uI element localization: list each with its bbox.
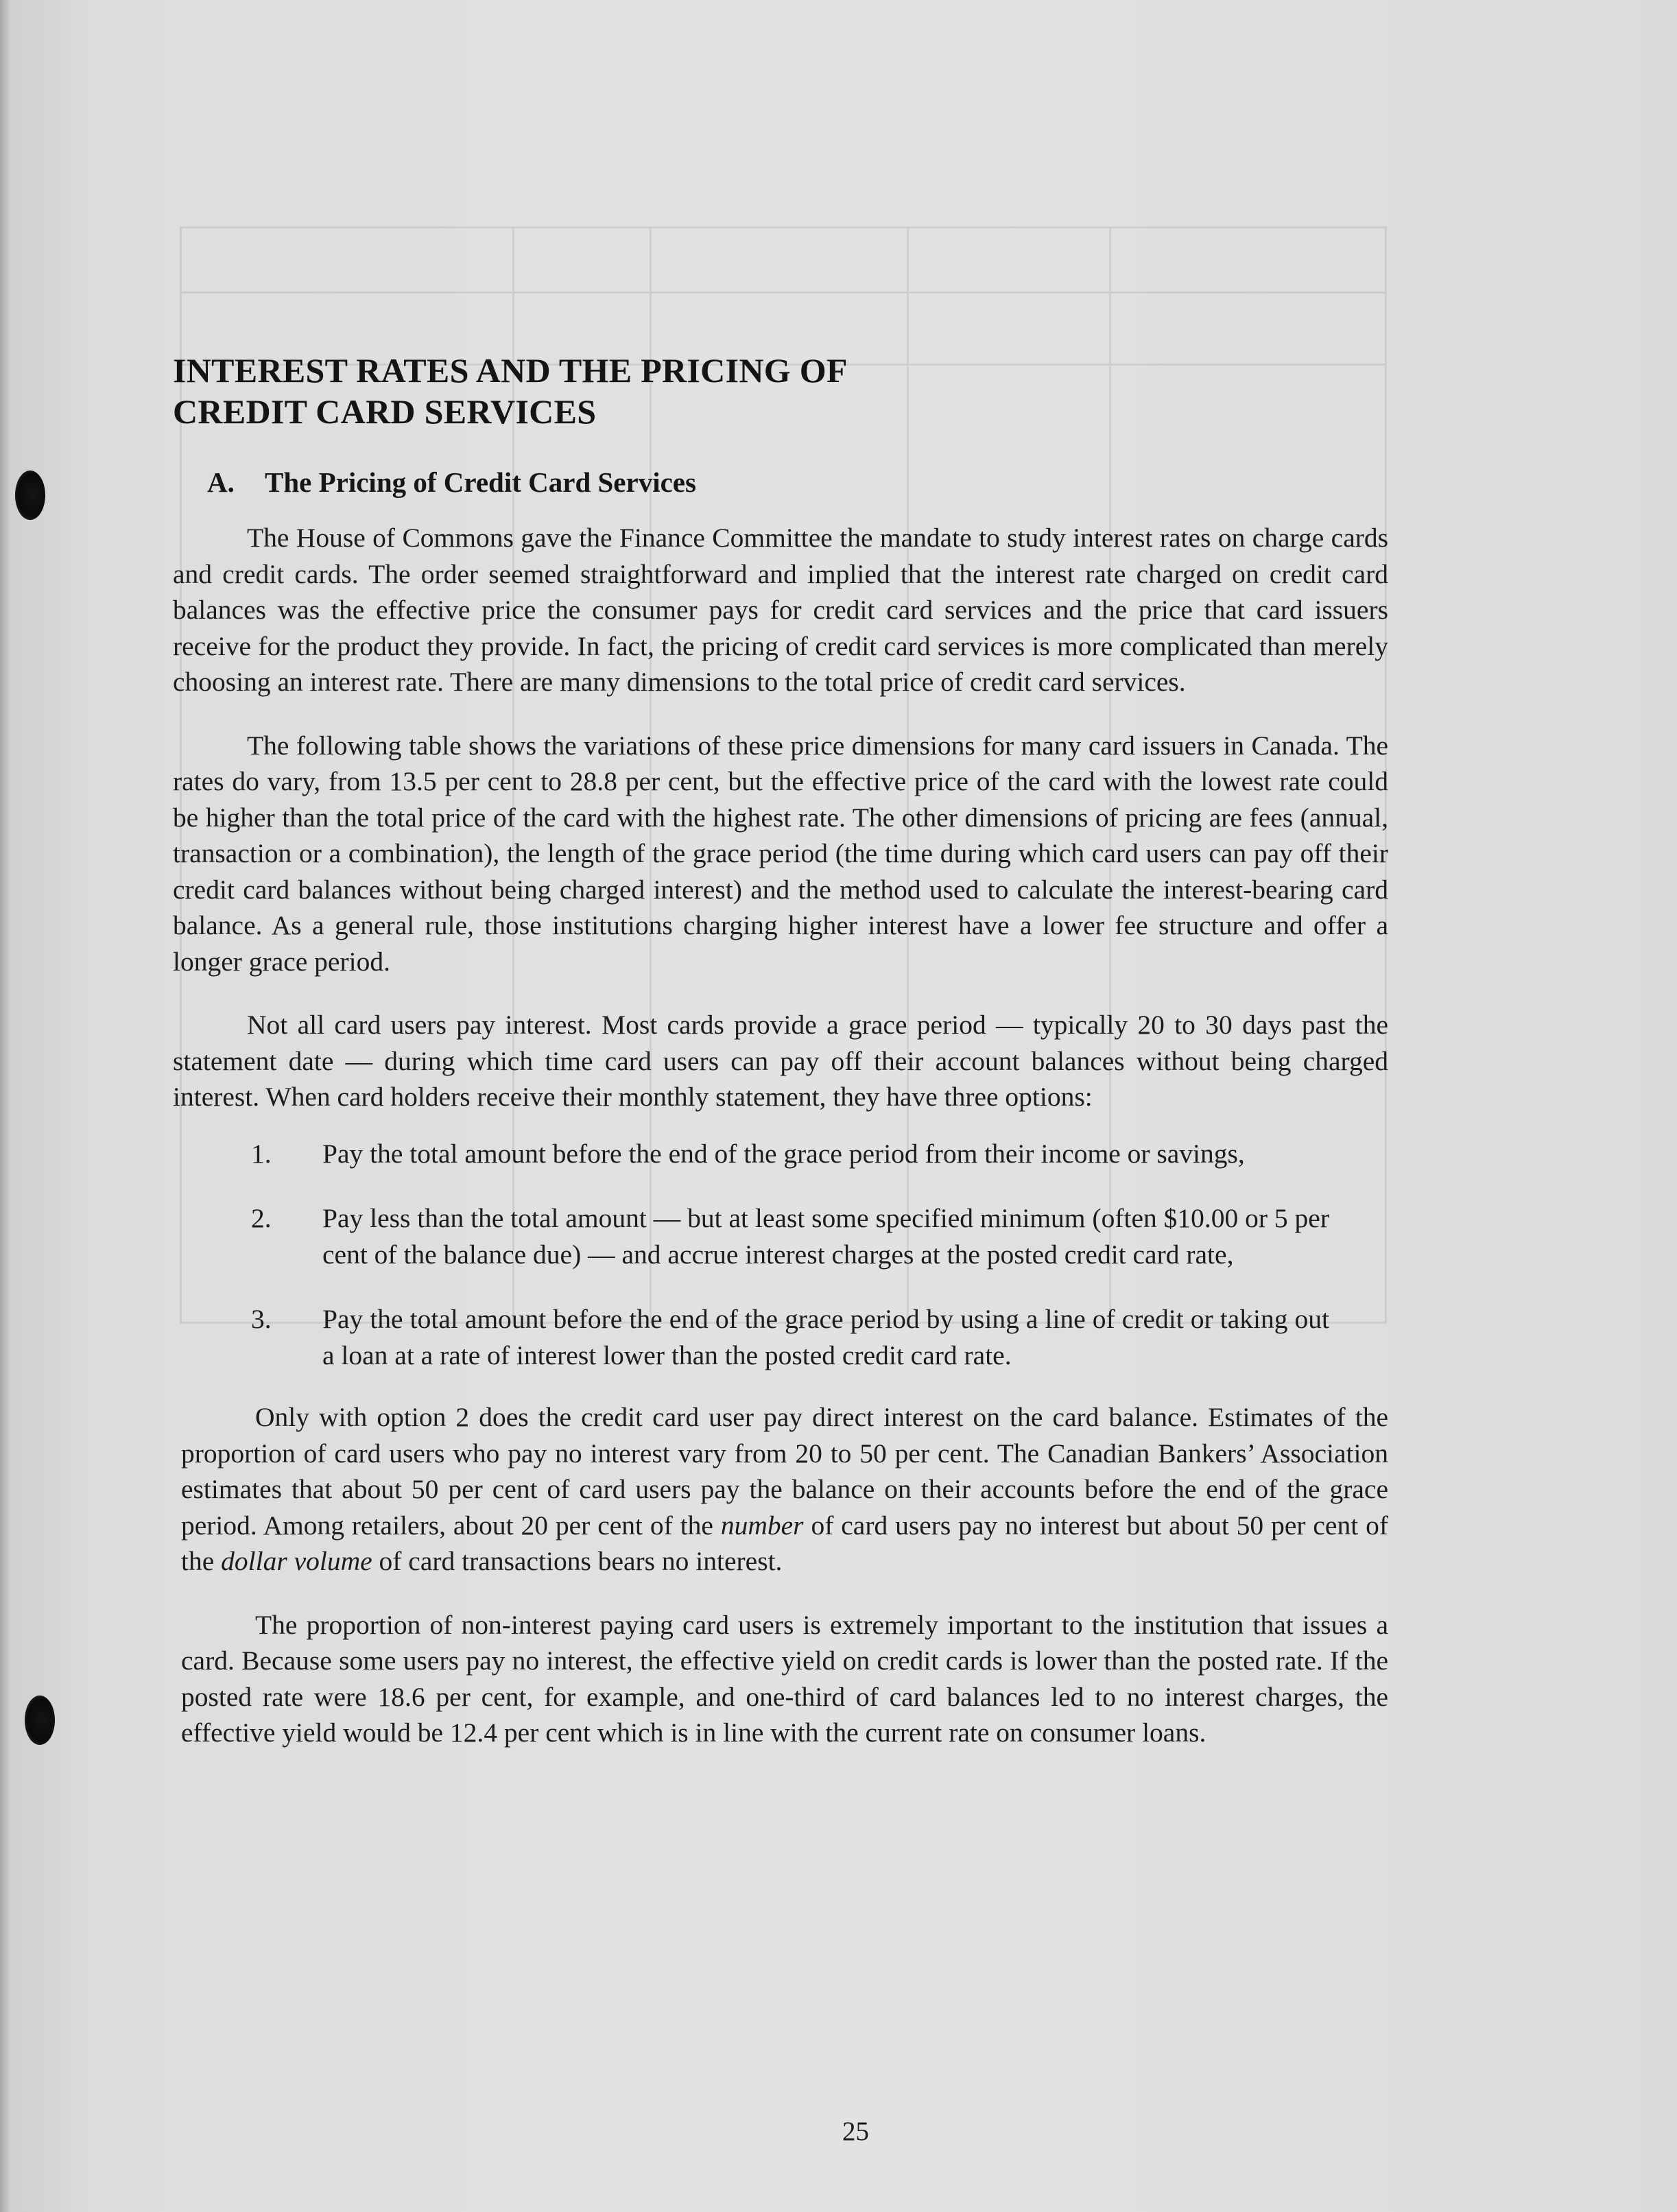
- binder-hole-bottom: [25, 1696, 55, 1745]
- payment-options-list: [173, 1136, 1388, 1374]
- option-number: 1.: [251, 1138, 272, 1169]
- paragraph-grace-period: Not all card users pay interest. Most cards provide a grace period — typically 20 to 30 days past the statement date — during which time card users can pay off their account balances without being charged interest. When card holders receive their monthly statement, they have three options:: [173, 1010, 1388, 1112]
- binder-hole-top: [15, 471, 45, 520]
- page-title: [173, 350, 1388, 432]
- option-number: 2.: [251, 1203, 272, 1233]
- paragraph-table-intro: The following table shows the variations of these price dimensions for many card issuers in Canada. The rates do vary, from 13.5 per cent to 28.8 per cent, but the effective price of the card with the lowest rate could be higher than the total price of the card with the highest rate. The other dimensions of pricing are fees (annual, transaction or a combination), the length of the grace period (the time during which card users can pay off their credit card balances without being charged interest) and the method used to calculate the interest-bearing card balance. As a general rule, those institutions charging higher interest have a lower fee structure and offer a longer grace period.: [173, 730, 1388, 977]
- option-text: Pay less than the total amount — but at least some specified minimum (often $10.00 or 5 per cent of the balance due) — and accrue interest charges at the posted credit card rate,: [322, 1203, 1329, 1270]
- payment-option-1: [173, 1136, 1383, 1172]
- option-number: 3.: [251, 1304, 272, 1334]
- payment-option-2: [173, 1200, 1383, 1272]
- paragraph-effective-yield: The proportion of non-interest paying card users is extremely important to the institution that issues a card. Because some users pay no interest, the effective yield on credit cards is lower than the posted rate. If the posted rate were 18.6 per cent, for example, and one-third of card balances led to no interest charges, the effective yield would be 12.4 per cent which is in line with the current rate on consumer loans.: [181, 1609, 1388, 1748]
- section-title: The Pricing of Credit Card Services: [265, 466, 696, 498]
- option-text: Pay the total amount before the end of the grace period from their income or savings,: [322, 1138, 1245, 1169]
- paragraph-option-two: [173, 1399, 1388, 1580]
- page-title-line-1: INTEREST RATES AND THE PRICING OF: [173, 351, 848, 390]
- page-number: 25: [842, 2117, 869, 2146]
- paragraph-option-two-text-b: of card users pay no interest but about 50 per cent of the: [181, 1510, 1388, 1576]
- section-heading: [207, 465, 1388, 499]
- paragraph-option-two-text-a: Only with option 2 does the credit card user pay direct interest on the card balance. Estimates of the proportion of card users who pay no interest vary from 20 to 50 per cent. The Canadian Bankers’ Association estimates that about 50 per cent of card users pay the balance on their accounts before the end of the grace period. Among retailers, about 20 per cent of the: [181, 1402, 1388, 1541]
- section-letter: A.: [207, 466, 235, 498]
- page-edge: [0, 0, 10, 2212]
- emphasis-number: number: [720, 1510, 804, 1541]
- page-title-line-2: CREDIT CARD SERVICES: [173, 392, 597, 431]
- option-text: Pay the total amount before the end of the grace period by using a line of credit or taking out a loan at a rate of interest lower than the posted credit card rate.: [322, 1304, 1329, 1370]
- paragraph-mandate: The House of Commons gave the Finance Committee the mandate to study interest rates on charge cards and credit cards. The order seemed straightforward and implied that the interest rate charged on credit card balances was the effective price the consumer pays for credit card services and the price that card issuers receive for the product they provide. In fact, the pricing of credit card services is more complicated than merely choosing an interest rate. There are many dimensions to the total price of credit card services.: [173, 523, 1388, 697]
- payment-option-3: [173, 1301, 1383, 1373]
- emphasis-dollar-volume: dollar volume: [221, 1546, 372, 1576]
- paragraph-option-two-text-c: of card transactions bears no interest.: [372, 1546, 783, 1576]
- page-content: [173, 350, 1388, 1751]
